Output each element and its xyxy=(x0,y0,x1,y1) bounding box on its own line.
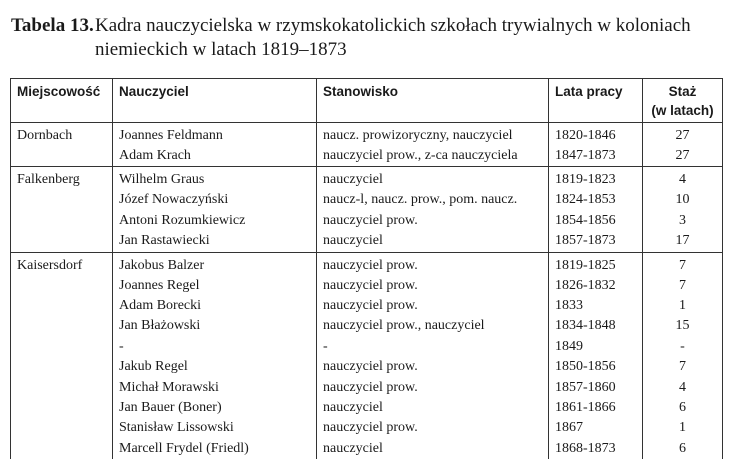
cell-position: nauczyciel prow. xyxy=(317,276,549,296)
cell-position: nauczyciel prow. xyxy=(317,252,549,276)
cell-teacher: Jakub Regel xyxy=(113,357,317,377)
cell-position: naucz-l, naucz. prow., pom. naucz. xyxy=(317,190,549,210)
cell-tenure: 6 xyxy=(643,398,723,418)
cell-years: 1857-1873 xyxy=(549,231,643,252)
cell-teacher: Joannes Regel xyxy=(113,276,317,296)
cell-teacher: Adam Krach xyxy=(113,146,317,167)
cell-tenure: 4 xyxy=(643,167,723,191)
cell-place xyxy=(11,276,113,296)
cell-years: 1824-1853 xyxy=(549,190,643,210)
cell-place xyxy=(11,357,113,377)
caption-line-1 xyxy=(11,14,731,38)
header-row xyxy=(11,79,723,123)
cell-tenure: 27 xyxy=(643,146,723,167)
cell-tenure: 27 xyxy=(643,123,723,147)
cell-teacher: Marcell Frydel (Friedl) xyxy=(113,439,317,459)
cell-place xyxy=(11,418,113,438)
table-row xyxy=(11,418,723,438)
header-place: Miejscowość xyxy=(11,79,113,123)
cell-tenure: 6 xyxy=(643,439,723,459)
cell-position: nauczyciel xyxy=(317,231,549,252)
cell-place xyxy=(11,296,113,316)
cell-years: 1854-1856 xyxy=(549,211,643,231)
header-teacher: Nauczyciel xyxy=(113,79,317,123)
teachers-table xyxy=(10,78,723,459)
cell-place xyxy=(11,378,113,398)
cell-tenure: 10 xyxy=(643,190,723,210)
cell-place: Falkenberg xyxy=(11,167,113,191)
cell-place xyxy=(11,337,113,357)
table-caption xyxy=(11,14,731,62)
cell-place xyxy=(11,211,113,231)
table-row xyxy=(11,252,723,276)
cell-tenure: 1 xyxy=(643,296,723,316)
cell-position: nauczyciel xyxy=(317,398,549,418)
cell-teacher: Wilhelm Graus xyxy=(113,167,317,191)
cell-teacher: Stanisław Lissowski xyxy=(113,418,317,438)
header-tenure-line1: Staż xyxy=(669,84,697,99)
cell-teacher: Adam Borecki xyxy=(113,296,317,316)
caption-title-part-1: Kadra nauczycielska w rzymskokatolickich szkołach trywialnych w koloniach xyxy=(95,15,691,36)
cell-tenure: 7 xyxy=(643,276,723,296)
cell-tenure: 15 xyxy=(643,316,723,336)
cell-teacher: Michał Morawski xyxy=(113,378,317,398)
cell-position: nauczyciel prow. xyxy=(317,357,549,377)
table-row xyxy=(11,123,723,147)
cell-position: nauczyciel prow., z-ca nauczyciela xyxy=(317,146,549,167)
cell-teacher: - xyxy=(113,337,317,357)
cell-years: 1834-1848 xyxy=(549,316,643,336)
cell-place xyxy=(11,316,113,336)
table-row xyxy=(11,211,723,231)
table-row xyxy=(11,231,723,252)
cell-tenure: 4 xyxy=(643,378,723,398)
cell-years: 1867 xyxy=(549,418,643,438)
table-row xyxy=(11,378,723,398)
cell-teacher: Józef Nowaczyński xyxy=(113,190,317,210)
table-header xyxy=(11,79,723,123)
cell-position: nauczyciel prow. xyxy=(317,378,549,398)
cell-position: nauczyciel xyxy=(317,167,549,191)
cell-years: 1850-1856 xyxy=(549,357,643,377)
cell-position: nauczyciel prow., nauczyciel xyxy=(317,316,549,336)
table-body xyxy=(11,123,723,459)
cell-position: naucz. prowizoryczny, nauczyciel xyxy=(317,123,549,147)
table-row xyxy=(11,439,723,459)
cell-place xyxy=(11,398,113,418)
table-row xyxy=(11,398,723,418)
cell-place xyxy=(11,146,113,167)
cell-tenure: 7 xyxy=(643,357,723,377)
cell-teacher: Jan Błażowski xyxy=(113,316,317,336)
cell-position: nauczyciel prow. xyxy=(317,211,549,231)
cell-years: 1820-1846 xyxy=(549,123,643,147)
cell-position: nauczyciel prow. xyxy=(317,418,549,438)
cell-tenure: 7 xyxy=(643,252,723,276)
header-tenure xyxy=(643,79,723,123)
table-row xyxy=(11,337,723,357)
cell-teacher: Jan Rastawiecki xyxy=(113,231,317,252)
cell-position: - xyxy=(317,337,549,357)
cell-teacher: Antoni Rozumkiewicz xyxy=(113,211,317,231)
cell-place: Kaisersdorf xyxy=(11,252,113,276)
cell-tenure: 1 xyxy=(643,418,723,438)
cell-place xyxy=(11,231,113,252)
cell-years: 1826-1832 xyxy=(549,276,643,296)
header-position: Stanowisko xyxy=(317,79,549,123)
cell-tenure: 3 xyxy=(643,211,723,231)
table-row xyxy=(11,296,723,316)
cell-tenure: 17 xyxy=(643,231,723,252)
cell-years: 1861-1866 xyxy=(549,398,643,418)
cell-place xyxy=(11,190,113,210)
cell-years: 1857-1860 xyxy=(549,378,643,398)
cell-teacher: Joannes Feldmann xyxy=(113,123,317,147)
cell-years: 1847-1873 xyxy=(549,146,643,167)
table-row xyxy=(11,167,723,191)
cell-teacher: Jakobus Balzer xyxy=(113,252,317,276)
table-row xyxy=(11,190,723,210)
cell-years: 1833 xyxy=(549,296,643,316)
cell-teacher: Jan Bauer (Boner) xyxy=(113,398,317,418)
cell-years: 1849 xyxy=(549,337,643,357)
table-row xyxy=(11,316,723,336)
caption-label: Tabela 13. xyxy=(11,14,95,38)
cell-place xyxy=(11,439,113,459)
cell-position: nauczyciel xyxy=(317,439,549,459)
table-row xyxy=(11,357,723,377)
header-tenure-line2: (w latach) xyxy=(651,103,713,118)
cell-place: Dornbach xyxy=(11,123,113,147)
cell-position: nauczyciel prow. xyxy=(317,296,549,316)
cell-years: 1868-1873 xyxy=(549,439,643,459)
table-row xyxy=(11,146,723,167)
cell-tenure: - xyxy=(643,337,723,357)
header-years: Lata pracy xyxy=(549,79,643,123)
cell-years: 1819-1825 xyxy=(549,252,643,276)
table-row xyxy=(11,276,723,296)
caption-title-part-2: niemieckich w latach 1819–1873 xyxy=(11,38,731,62)
cell-years: 1819-1823 xyxy=(549,167,643,191)
